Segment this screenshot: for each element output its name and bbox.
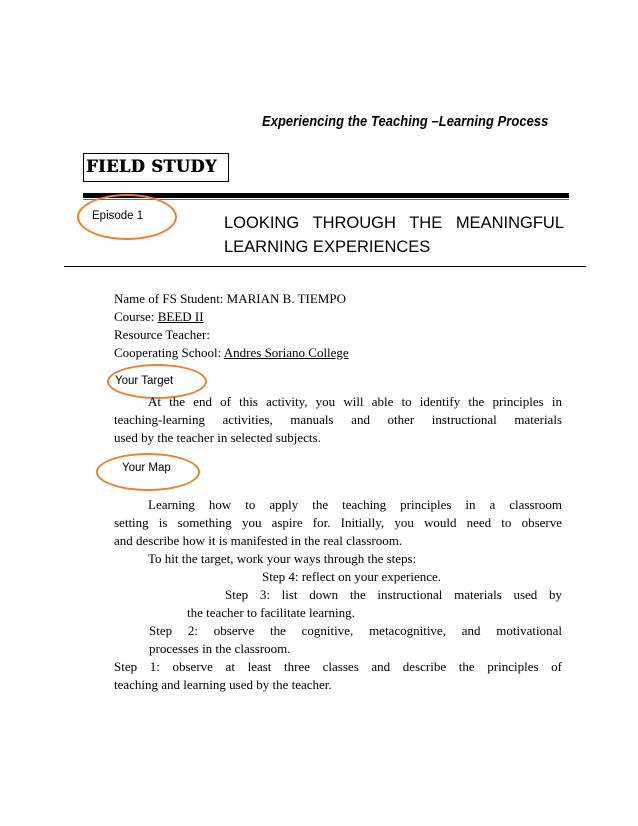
episode-label: Episode 1 <box>92 210 144 222</box>
map-step-2: Step 2: observe the cognitive, metacognitive, and motivational <box>149 623 562 638</box>
section-rule <box>64 266 586 267</box>
map-step-3: Step 3: list down the instructional materials used by <box>225 587 562 602</box>
map-line-4: To hit the target, work your ways through the steps: <box>148 551 417 566</box>
target-line-3: used by the teacher in selected subjects. <box>114 430 321 445</box>
student-name-label: Name of FS Student: <box>114 291 227 306</box>
student-info <box>114 290 349 362</box>
target-line-2: teaching-learning activities, manuals and other instructional materials <box>114 412 562 427</box>
map-line-2: setting is something you aspire for. Initially, you would need to observe <box>114 515 562 530</box>
student-name-value: MARIAN B. TIEMPO <box>226 291 346 306</box>
map-step-3-cont: the teacher to facilitate learning. <box>187 605 355 620</box>
course-label: Course: <box>114 309 158 324</box>
school-value: Andres Soriano College <box>223 345 349 360</box>
episode-heading-line-2: LEARNING EXPERIENCES <box>224 238 431 256</box>
document-title: Experiencing the Teaching –Learning Process <box>262 113 549 130</box>
map-step-1: Step 1: observe at least three classes and describe the principles of <box>114 659 562 674</box>
map-step-1-cont: teaching and learning used by the teacher. <box>114 677 332 692</box>
map-line-3: and describe how it is manifested in the real classroom. <box>114 533 403 548</box>
resource-teacher-row: Resource Teacher: <box>114 327 210 342</box>
episode-heading-line-1: LOOKING THROUGH THE MEANINGFUL <box>224 214 564 232</box>
target-line-1: At the end of this activity, you will able to identify the principles in <box>148 394 562 409</box>
course-value: BEED II <box>157 309 204 324</box>
map-line-1: Learning how to apply the teaching principles in a classroom <box>148 497 562 512</box>
field-study-label: FIELD STUDY <box>86 157 217 177</box>
map-step-4: Step 4: reflect on your experience. <box>262 569 442 584</box>
school-label: Cooperating School: <box>114 345 224 360</box>
course-row <box>114 308 349 326</box>
target-paragraph <box>114 393 562 447</box>
map-step-2-cont: processes in the classroom. <box>149 641 291 656</box>
episode-heading <box>224 211 564 259</box>
school-row <box>114 344 349 362</box>
map-paragraph <box>114 496 562 694</box>
target-label: Your Target <box>115 375 174 387</box>
map-label: Your Map <box>122 462 171 474</box>
student-name-row <box>114 290 349 308</box>
